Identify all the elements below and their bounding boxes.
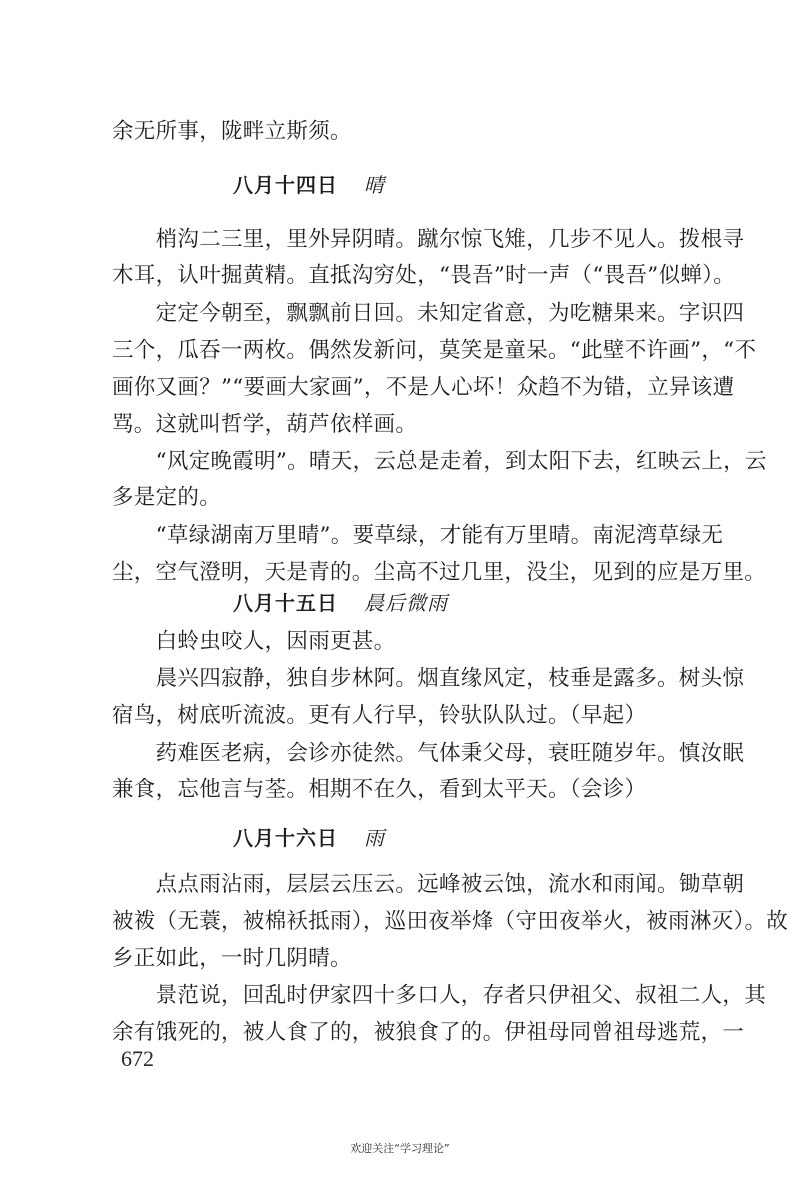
text-line: “草绿湖南万里晴”。要草绿，才能有万里晴。南泥湾草绿无 — [112, 523, 724, 548]
page-number: 672 — [121, 1046, 154, 1071]
footer-note: 欢迎关注“学习理论” — [350, 1142, 450, 1155]
text-line: 药难医老病，会诊亦徒然。气体秉父母，衰旺随岁年。慎汝眠 — [112, 741, 745, 766]
text-line: “风定晚霞明”。晴天，云总是走着，到太阳下去，红映云上，云 — [112, 449, 767, 474]
entry-heading — [233, 585, 448, 621]
text-line: 白蛉虫咬人，因雨更甚。 — [112, 629, 396, 654]
text-line: 画你又画？”“要画大家画”，不是人心坏！众趋不为错，立异该遭 — [112, 375, 735, 400]
text-line: 三个，瓜吞一两枚。偶然发新问，莫笑是童呆。“此壁不许画”，“不 — [112, 338, 757, 363]
text-line: 宿鸟，树底听流波。更有人行早，铃驮队队过。（早起） — [112, 703, 647, 728]
text-line: 梢沟二三里，里外异阴晴。蹴尔惊飞雉，几步不见人。拨根寻 — [112, 227, 745, 252]
text-line: 晨兴四寂静，独自步林阿。烟直缘风定，枝垂是露多。树头惊 — [112, 666, 745, 691]
entry-weather: 晨后微雨 — [364, 591, 448, 615]
text-line: 余有饿死的，被人食了的，被狼食了的。伊祖母同曾祖母逃荒，一 — [112, 1020, 745, 1045]
entry-heading — [233, 167, 385, 203]
text-line: 兼食，忘他言与荃。相期不在久，看到太平天。（会诊） — [112, 777, 647, 802]
entry-date: 八月十四日 — [233, 173, 338, 197]
text-line: 被袯（无蓑，被棉袄抵雨），巡田夜举烽（守田夜举火，被雨淋灭）。故 — [112, 909, 789, 934]
text-line: 乡正如此，一时几阴晴。 — [112, 946, 352, 971]
entry-date: 八月十五日 — [233, 591, 338, 615]
opening-line: 余无所事，陇畔立斯须。 — [112, 119, 352, 144]
text-line: 木耳，认叶掘黄精。直抵沟穷处，“畏吾”时一声（“畏吾”似蝉）。 — [112, 263, 736, 288]
text-line: 点点雨沾雨，层层云压云。远峰被云蚀，流水和雨闻。锄草朝 — [112, 872, 745, 897]
text-line: 骂。这就叫哲学，葫芦依样画。 — [112, 412, 418, 437]
entry-date: 八月十六日 — [233, 826, 338, 850]
entry-weather: 雨 — [364, 826, 385, 850]
text-line: 景范说，回乱时伊家四十多口人，存者只伊祖父、叔祖二人，其 — [112, 983, 767, 1008]
entry-weather: 晴 — [364, 173, 385, 197]
entry-heading — [233, 820, 385, 856]
text-line: 尘，空气澄明，天是青的。尘高不过几里，没尘，见到的应是万里。 — [112, 560, 767, 585]
text-line: 定定今朝至，飘飘前日回。未知定省意，为吃糖果来。字识四 — [112, 301, 745, 326]
text-line: 多是定的。 — [112, 485, 222, 510]
